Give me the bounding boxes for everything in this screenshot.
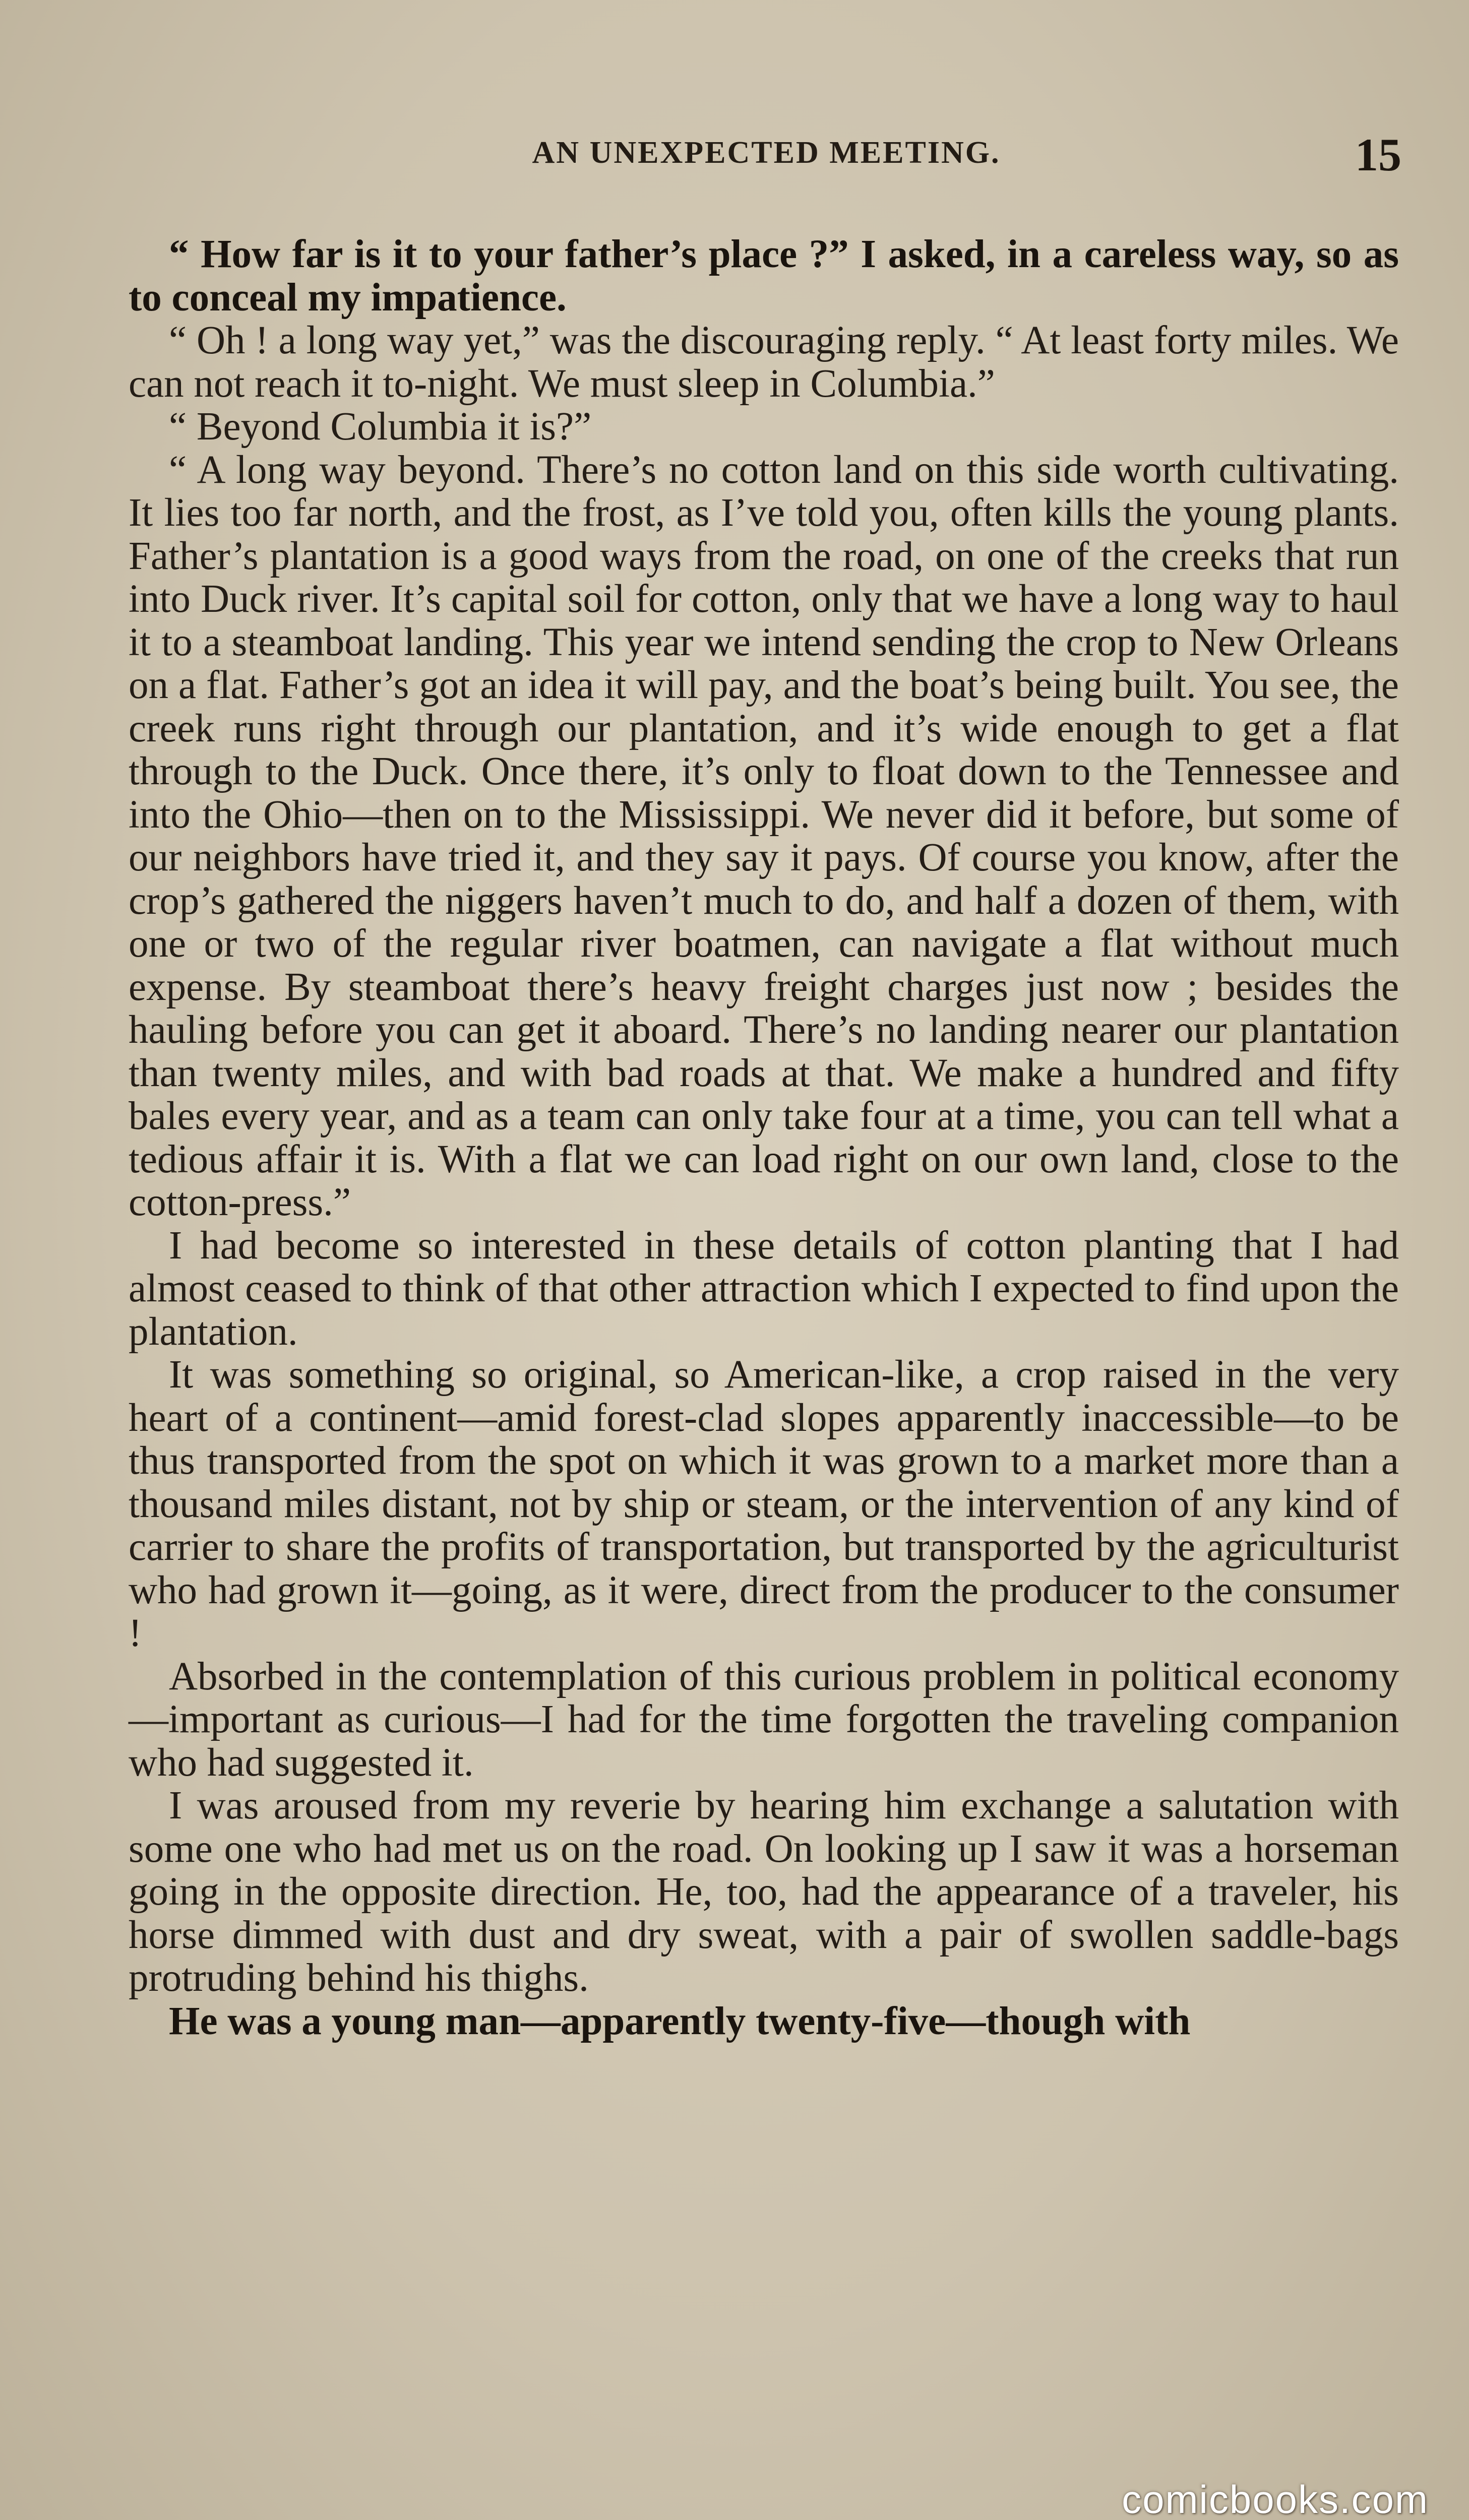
running-head (131, 129, 1401, 180)
paragraph: He was a young man—apparently twenty-five—though with (169, 1999, 1191, 2043)
paragraph: I had become so interested in these details of cotton planting that I had almost ceased to think of that other attraction which I expected to find upon the plantation. (129, 1223, 1399, 1354)
running-title: AN UNEXPECTED MEETING. (532, 136, 1001, 170)
page-number: 15 (1355, 129, 1401, 180)
paragraph: It was something so original, so American-like, a crop raised in the very heart of a continent—amid forest-clad slopes apparently inaccessible—to be thus transported from the spot on which it was grown to a market more than a thousand miles distant, not by ship or steam, or the intervention of any kind of carrier to share the profits of transportation, but transported by the agriculturist who had grown it—going, as it were, direct from the producer to the consumer ! (129, 1353, 1399, 1655)
paragraph: “ Oh ! a long way yet,” was the discouraging reply. “ At least forty miles. We can not reach it to-night. We must sleep in Columbia.” (129, 319, 1399, 406)
paragraph: “ How far is it to your father’s place ?” I asked, in a careless way, so as to conceal my impatience. (129, 232, 1399, 320)
body-text (129, 233, 1399, 2043)
paragraph: I was aroused from my reverie by hearing him exchange a salutation with some one who had met us on the road. On looking up I saw it was a horseman going in the opposite direction. He, too, had the appearance of a traveler, his horse dimmed with dust and dry sweat, with a pair of swollen saddle-bags protruding behind his thighs. (129, 1784, 1399, 2000)
paragraph: Absorbed in the contemplation of this curious problem in political economy—important as curious—I had for the time forgotten the traveling companion who had suggested it. (129, 1654, 1399, 1785)
paragraph: “ A long way beyond. There’s no cotton land on this side worth cultivating. It lies too far north, and the frost, as I’ve told you, often kills the young plants. Father’s plantation is a good ways from the road, on one of the creeks that run into Duck river. It’s capital soil for cotton, only that we have a long way to haul it to a steamboat landing. This year we intend sending the crop to New Orleans on a flat. Father’s got an idea it will pay, and the boat’s being built. You see, the creek runs right through our plantation, and it’s wide enough to get a flat through to the Duck. Once there, it’s only to float down to the Tennessee and into the Ohio—then on to the Mississippi. We never did it before, but some of our neighbors have tried it, and they say it pays. Of course you know, after the crop’s gathered the niggers haven’t much to do, and half a dozen of them, with one or two of the regular river boatmen, can navigate a flat without much expense. By steamboat there’s heavy freight charges just now ; besides the hauling before you can get it aboard. There’s no landing nearer our plantation than twenty miles, and with bad roads at that. We make a hundred and fifty bales every year, and as a team can only take four at a time, you can tell what a tedious affair it is. With a flat we can load right on our own land, close to the cotton-press.” (129, 448, 1399, 1224)
paragraph: “ Beyond Columbia it is?” (169, 405, 592, 449)
watermark: comicbooks.com (1122, 2477, 1429, 2520)
